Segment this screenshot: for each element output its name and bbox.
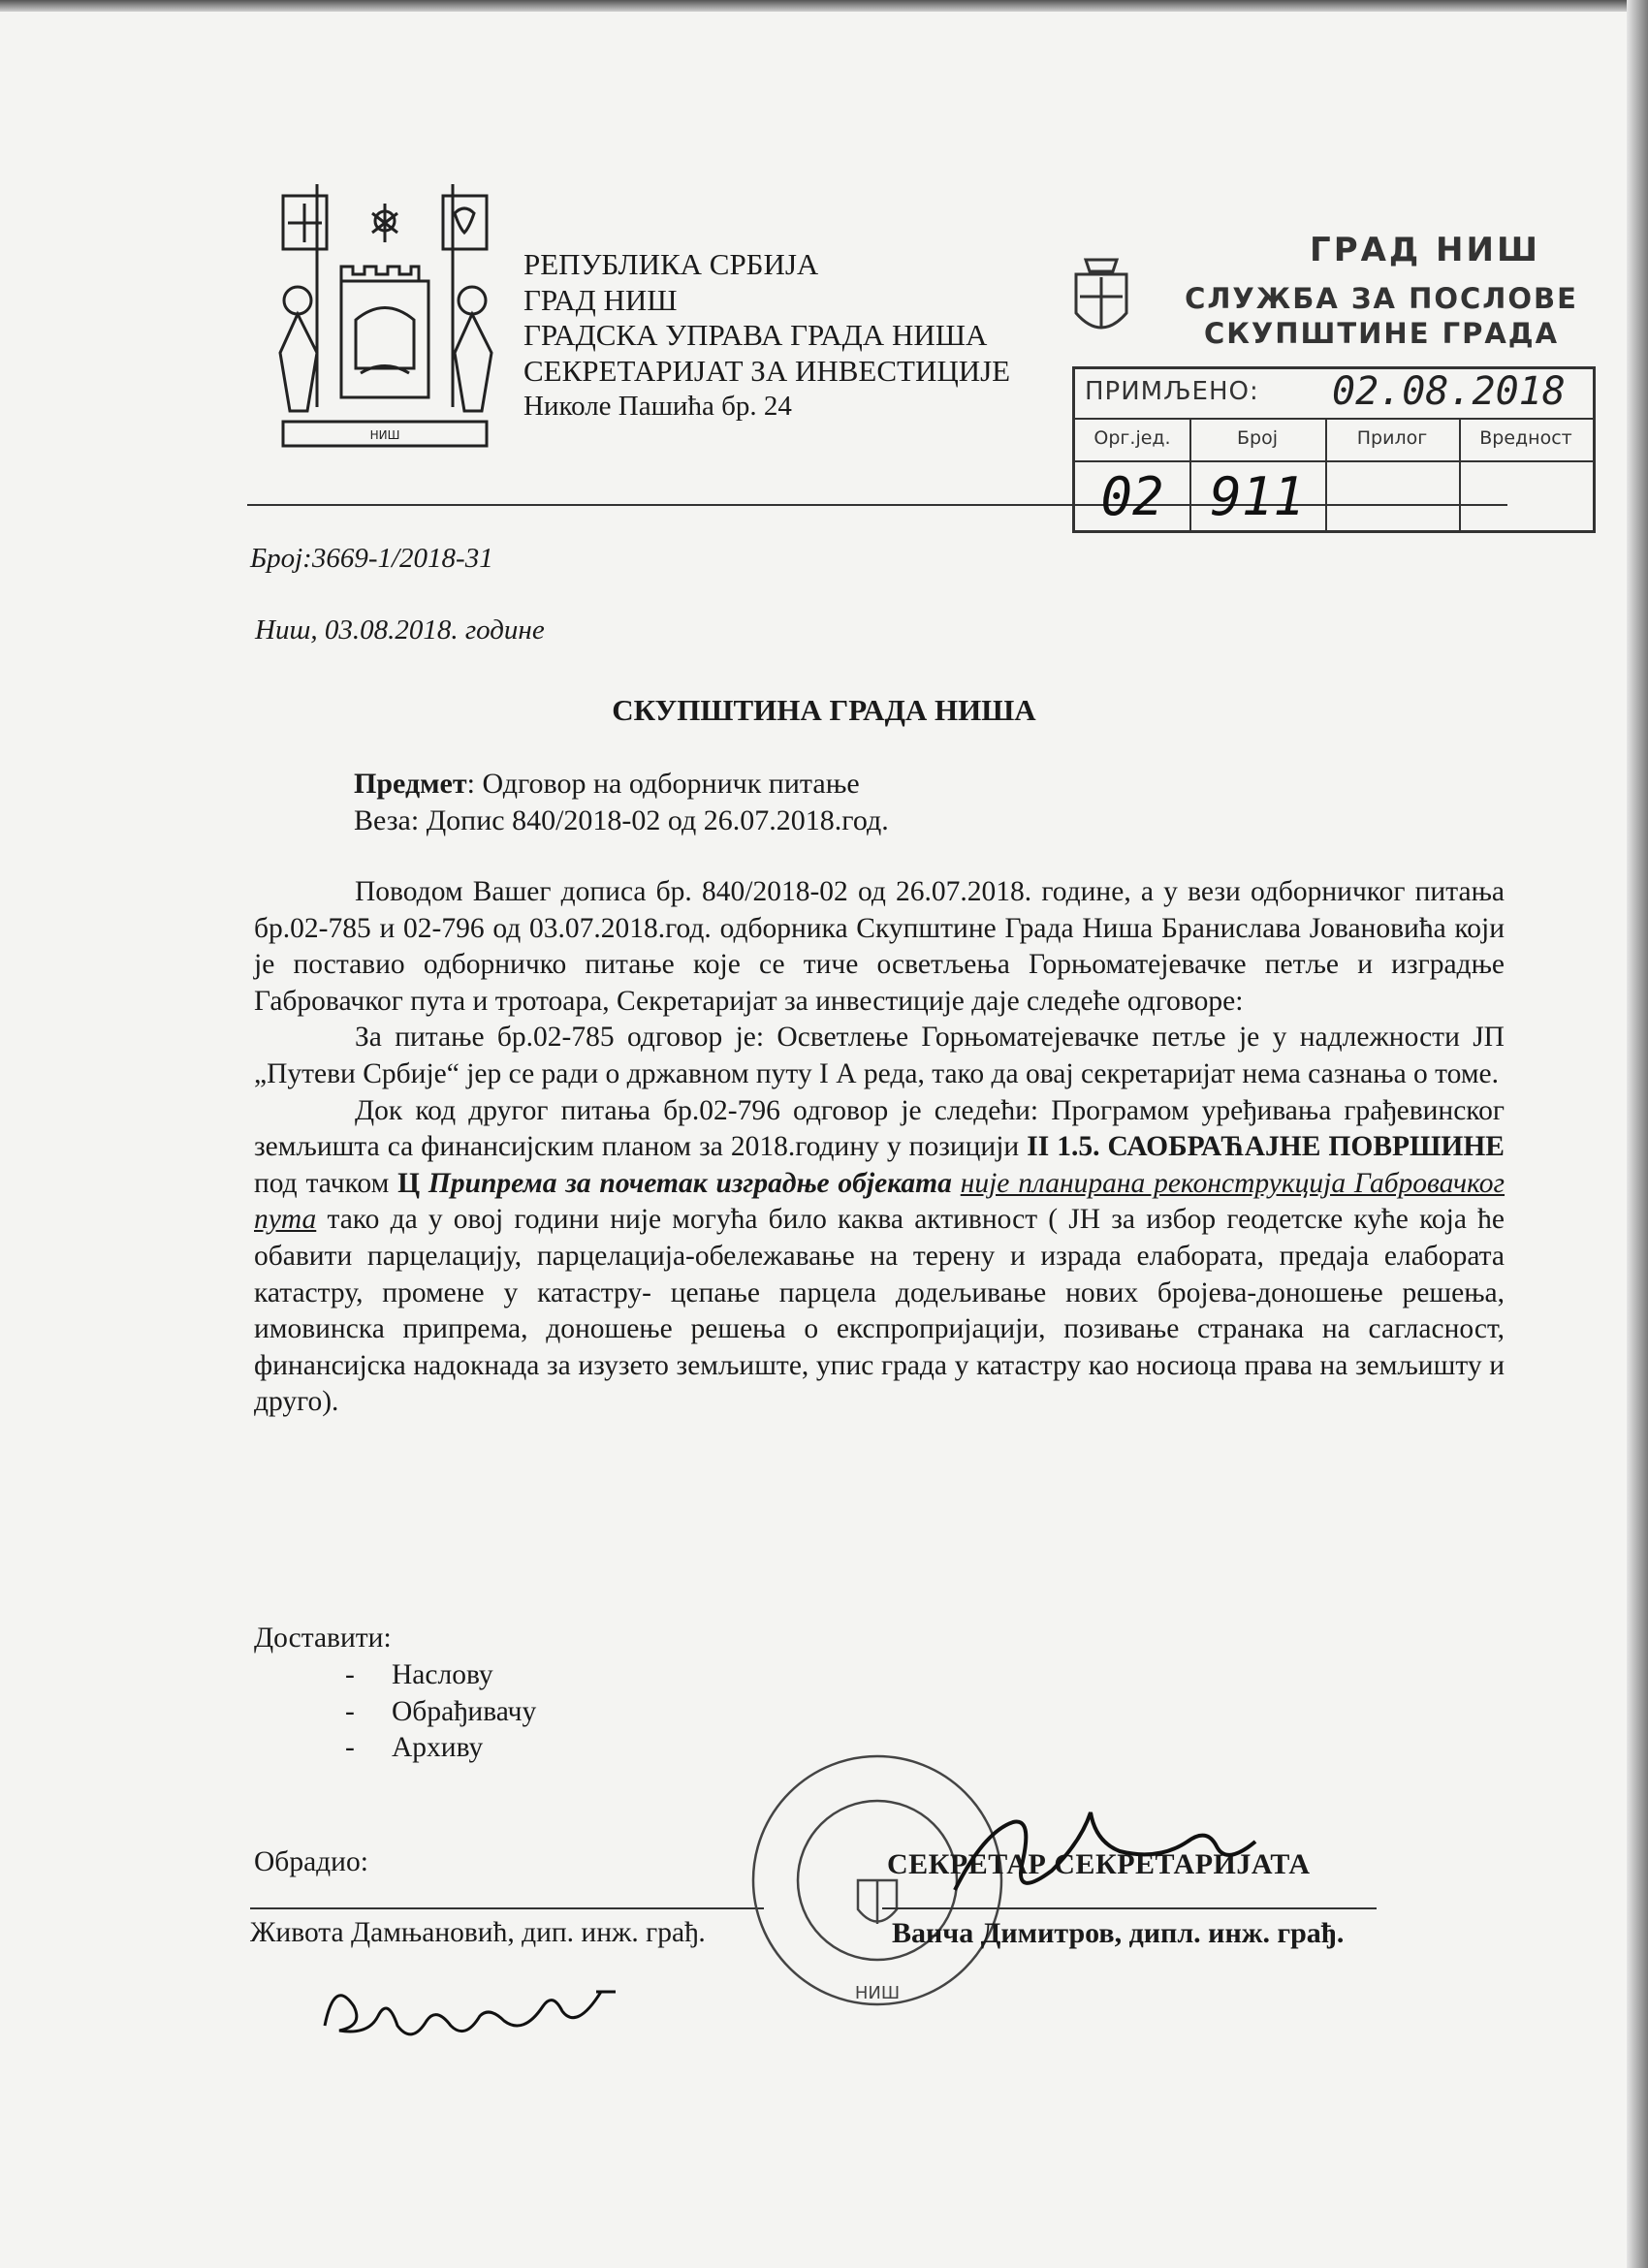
stamp-col-attachment: Прилог: [1356, 427, 1428, 449]
header-address: Николе Пашића бр. 24: [523, 391, 792, 422]
secretary-name: Ванча Димитров, дипл. инж. грађ.: [892, 1917, 1345, 1949]
stamp-city: ГРАД НИШ: [1310, 231, 1540, 269]
letter-body: [254, 874, 1505, 1421]
p3-space: [952, 1168, 961, 1199]
stamp-received-date: 02.08.2018: [1332, 369, 1566, 414]
reference-number: Број:3669-1/2018-31: [250, 543, 493, 574]
stamp-service-line1: СЛУЖБА ЗА ПОСЛОВЕ: [1185, 282, 1578, 315]
processed-name: Живота Дамњановић, дип. инж. грађ.: [250, 1917, 706, 1948]
subject-block: [354, 766, 889, 839]
secretary-title: СЕКРЕТАР СЕКРЕТАРИЈАТА: [887, 1848, 1311, 1880]
coat-of-arms-icon: [264, 174, 506, 460]
stamp-org-value: 02: [1100, 466, 1164, 527]
p3-underlined: није планирана реконструкција Габровачког пута: [254, 1167, 1505, 1236]
processed-signature-line: [250, 1907, 764, 1909]
place-date: Ниш, 03.08.2018. године: [255, 614, 545, 646]
stamp-row-divider: [1075, 418, 1593, 420]
p3-position: II 1.5. САОБРАЋАЈНЕ ПОВРШИНЕ: [1027, 1131, 1505, 1163]
stamp-col-org: Орг.јед.: [1093, 427, 1171, 449]
p3-text: тако да у овој години није могућа било каква активност ( ЈН за избор геодетске куће која ће обавити парцелацију, парцелација-обележавање на терену и израда елабората, предаја елабората катастру, промене у катастру- цепање парцела додељивање нових бројева-доношење решења, имовинска припрема, доношење решења о експропријацији, позивање странака на сагласност, финансијска надокнада за изузето земљиште, упис града у катастру као носиоца права на земљишту и друго).: [254, 1204, 1505, 1418]
p3-space: [420, 1168, 428, 1199]
list-item: - Архиву: [345, 1732, 484, 1764]
svg-text:НИШ: НИШ: [854, 1983, 901, 2003]
subject-link: Веза: Допис 840/2018-02 од 26.07.2018.год.: [354, 804, 889, 836]
registry-stamp: [1066, 231, 1595, 539]
body-paragraph-1: Поводом Вашег дописа бр. 840/2018-02 од 26.07.2018. године, а у вези одборничког питања бр.02-785 и 02-796 од 03.07.2018.год. одборника Скупштине Града Ниша Бранислава Јовановића који је поставио одборничко питање које се тиче осветљења Горњоматејевачке петље и изградње Габровачког пута и тротоара, Секретаријат за инвестиције даје следеће одговоре:: [254, 876, 1505, 1017]
issuer-header: [523, 247, 1010, 425]
subject-text: : Одговор на одборничк питање: [466, 768, 860, 800]
p3-text: под тачком: [254, 1167, 398, 1199]
stamp-number-value: 911: [1210, 466, 1305, 527]
subject-label: Предмет: [354, 768, 467, 800]
stamp-service-line2: СКУПШТИНЕ ГРАДА: [1203, 317, 1560, 350]
serbian-emblem-icon: [1066, 250, 1136, 347]
processed-label: Обрадио:: [254, 1846, 368, 1877]
stamp-received-label: ПРИМЉЕНО:: [1085, 377, 1259, 406]
secretary-signature-icon: [945, 1793, 1294, 1919]
header-line-republic: РЕПУБЛИКА СРБИЈА: [523, 247, 819, 281]
stamp-col-number: Број: [1237, 427, 1278, 449]
p3-item-title: Припрема за почетак изградње објеката: [428, 1167, 952, 1199]
scan-border-right: [1627, 0, 1648, 2268]
header-line-secretariat: СЕКРЕТАРИЈАТ ЗА ИНВЕСТИЦИЈЕ: [523, 353, 1011, 388]
stamp-grid: [1072, 366, 1596, 533]
p3-text: Док код другог питања бр.02-796 одговор је следећи: Програмом уређивања грађевинског земљишта са финансијским планом за 2018.годину у позицији: [254, 1094, 1505, 1163]
stamp-row-divider: [1075, 460, 1593, 462]
body-paragraph-2: За питање бр.02-785 одговор је: Осветлење Горњоматејевачке петље је у надлежности ЈП „Путеви Србије“ јер се ради о државном путу I А реда, тако да овај секретаријат нема сазнања о томе.: [254, 1022, 1505, 1089]
delivery-label: Доставити:: [254, 1622, 392, 1654]
list-item: - Наслову: [345, 1659, 493, 1690]
header-line-administration: ГРАДСКА УПРАВА ГРАДА НИША: [523, 318, 988, 352]
processed-signature-icon: [315, 1968, 664, 2045]
p3-point: Ц: [397, 1167, 421, 1199]
subject-line: [354, 766, 889, 803]
svg-text:НИШ: НИШ: [369, 428, 400, 442]
header-line-city: ГРАД НИШ: [523, 282, 678, 317]
recipient: СКУПШТИНА ГРАДА НИША: [612, 693, 1036, 727]
body-paragraph-3: [254, 1093, 1505, 1421]
stamp-service: [1163, 281, 1600, 351]
list-item: - Обрађивачу: [345, 1695, 537, 1727]
scan-border-top: [0, 0, 1648, 12]
stamp-col-value: Вредност: [1479, 427, 1572, 449]
delivery-list: [347, 1657, 536, 1767]
